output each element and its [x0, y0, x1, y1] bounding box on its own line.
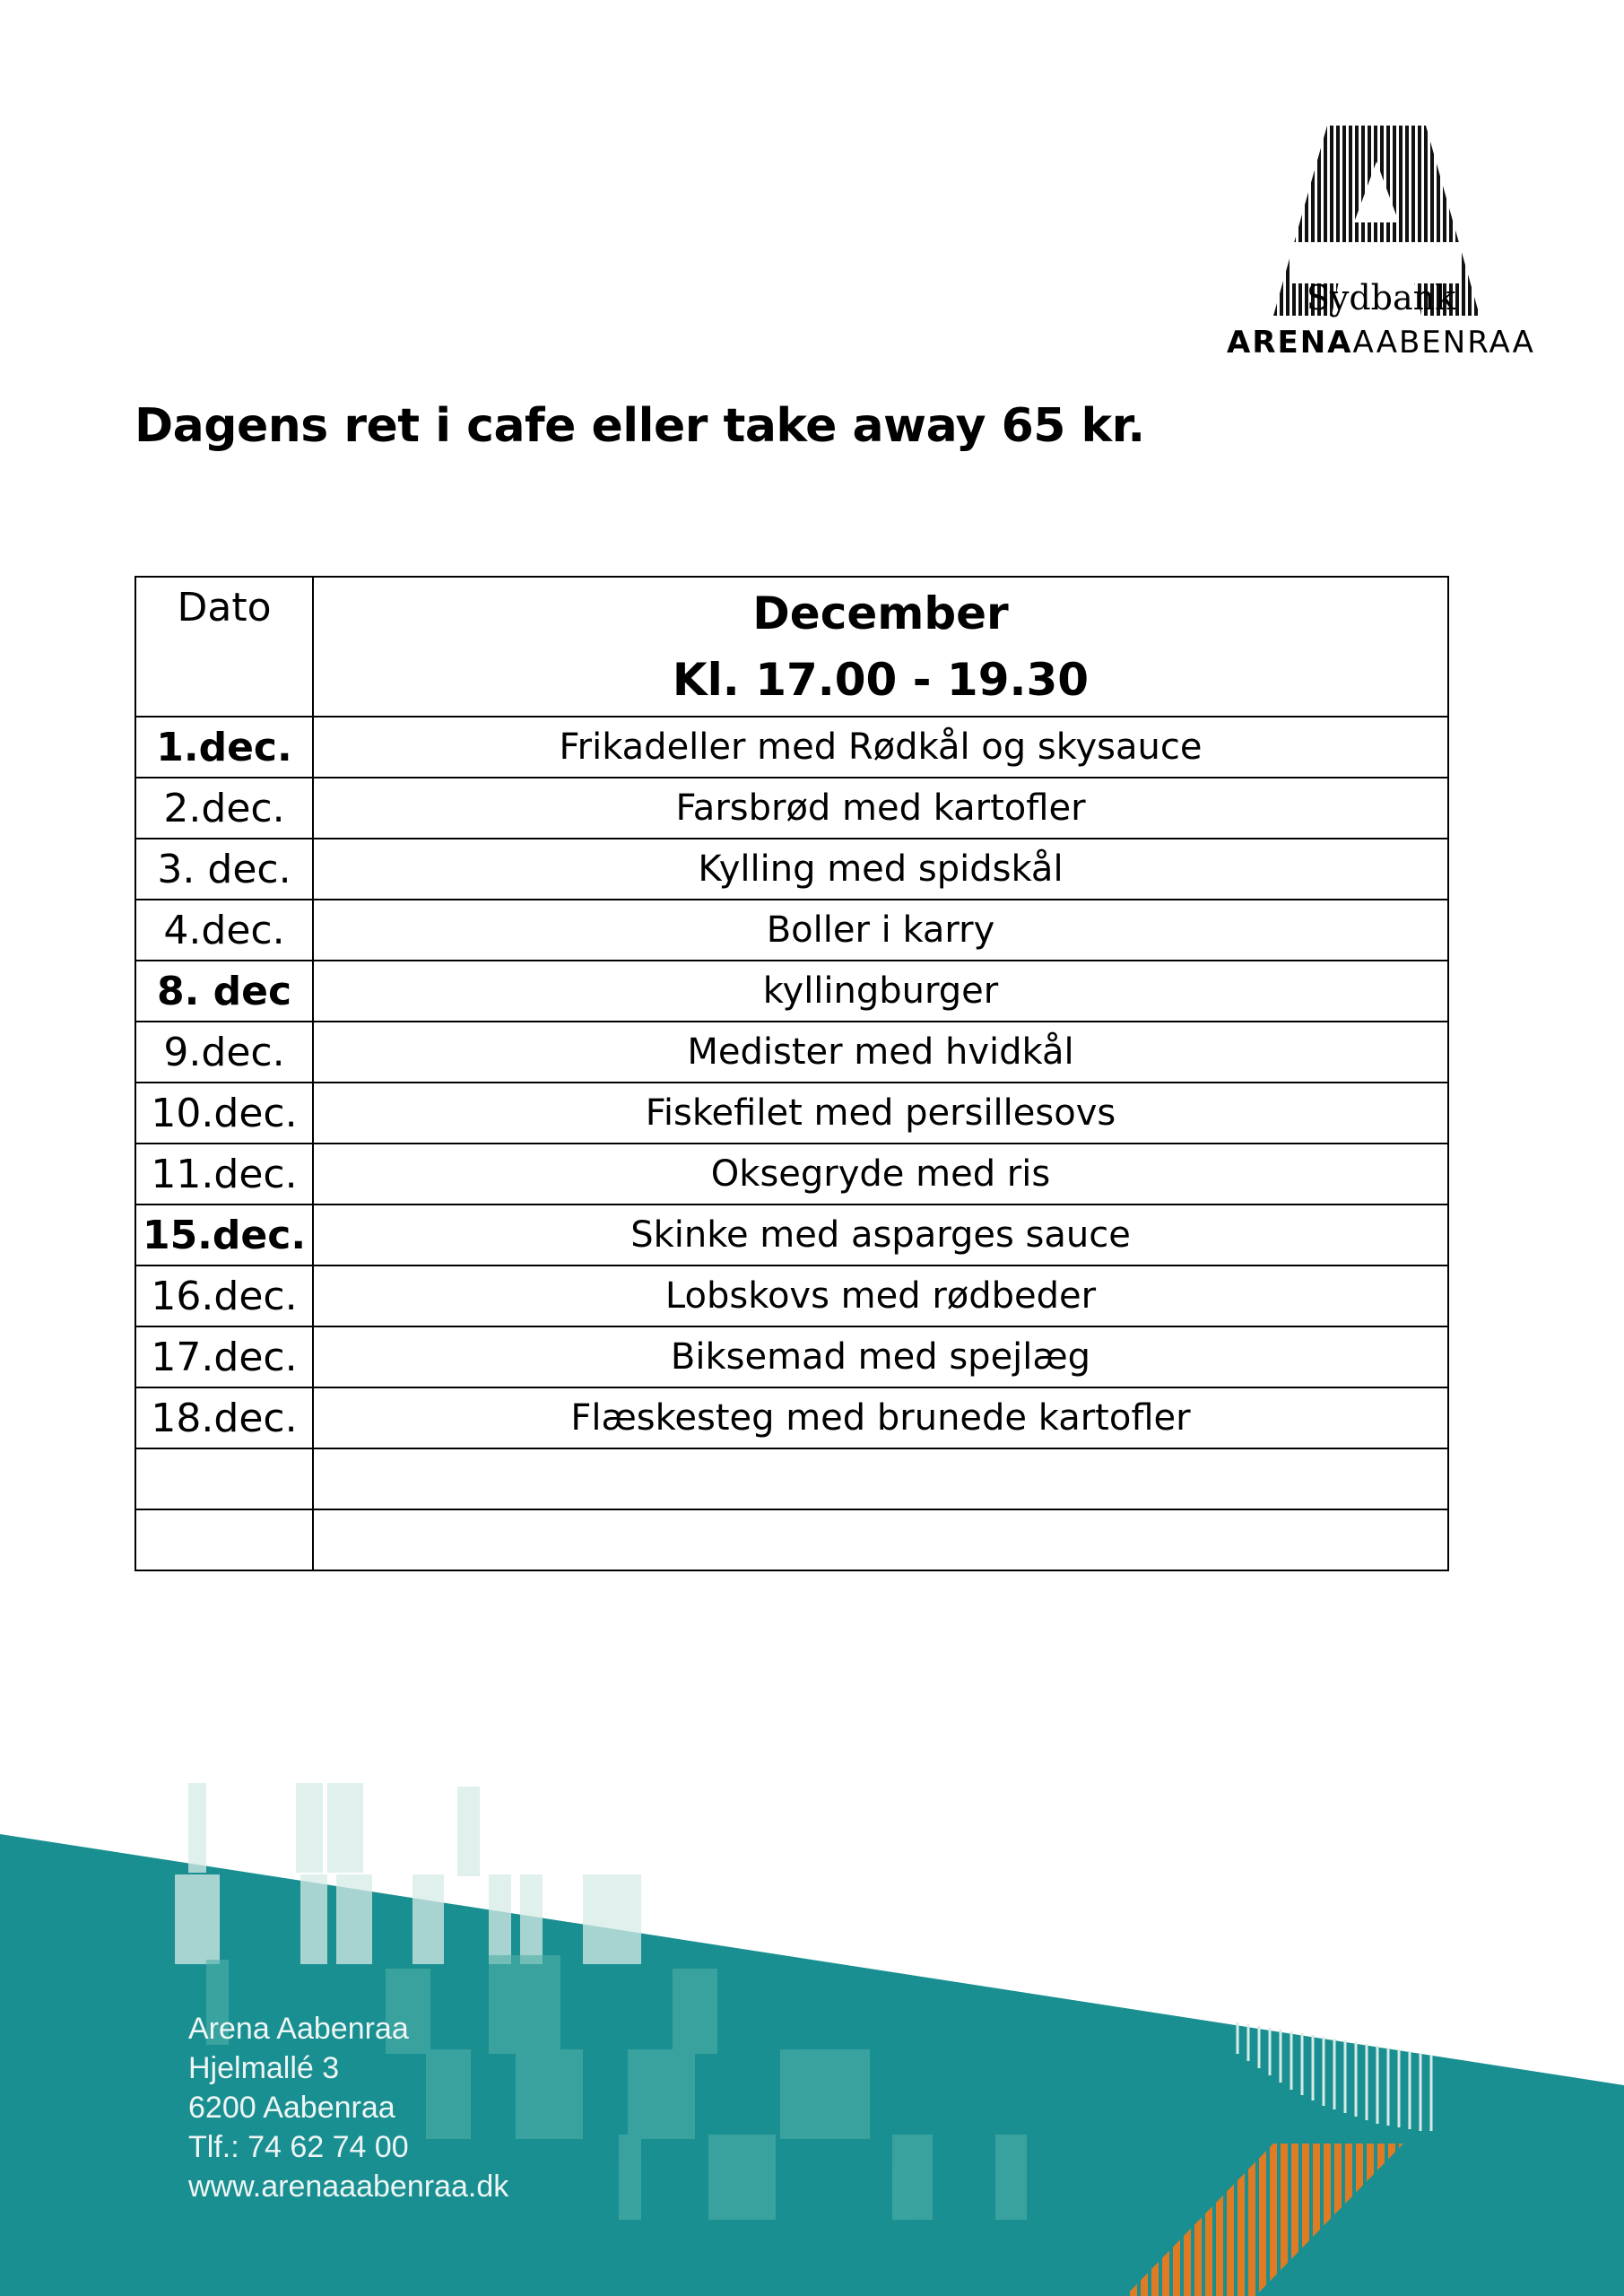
- row-dish: Fiskefilet med persillesovs: [313, 1083, 1448, 1144]
- table-row: [135, 900, 1448, 961]
- month-header: [313, 577, 1448, 717]
- table-row: [135, 1083, 1448, 1144]
- logo-arena-name: ARENAAABENRAA: [1227, 325, 1535, 361]
- table-row: [135, 839, 1448, 900]
- street-address: Hjelmallé 3: [188, 2051, 340, 2085]
- table-row: [135, 717, 1448, 778]
- row-date: [135, 1448, 313, 1509]
- table-row: [135, 778, 1448, 839]
- logo-bank-name: Sydbank: [1306, 278, 1456, 317]
- postal-city: 6200 Aabenraa: [188, 2091, 395, 2125]
- row-date: 9.dec.: [135, 1022, 313, 1083]
- row-dish: Farsbrød med kartofler: [313, 778, 1448, 839]
- row-date: 2.dec.: [135, 778, 313, 839]
- sydbank-arena-logo: [1220, 126, 1542, 363]
- month-title: December: [752, 587, 1009, 639]
- row-dish: Flæskesteg med brunede kartofler: [313, 1387, 1448, 1448]
- row-dish: kyllingburger: [313, 961, 1448, 1022]
- row-date: 10.dec.: [135, 1083, 313, 1144]
- table-row: [135, 1387, 1448, 1448]
- row-dish: Medister med hvidkål: [313, 1022, 1448, 1083]
- table-row: [135, 1265, 1448, 1326]
- table-row: [135, 1144, 1448, 1205]
- table-row: [135, 1448, 1448, 1509]
- venue-name: Arena Aabenraa: [188, 2012, 409, 2046]
- website-link[interactable]: www.arenaaabenraa.dk: [188, 2170, 509, 2204]
- row-dish: Boller i karry: [313, 900, 1448, 961]
- row-date: [135, 1509, 313, 1570]
- row-dish: [313, 1448, 1448, 1509]
- row-dish: Biksemad med spejlæg: [313, 1326, 1448, 1387]
- row-date: 11.dec.: [135, 1144, 313, 1205]
- row-dish: Frikadeller med Rødkål og skysauce: [313, 717, 1448, 778]
- table-header-row: [135, 577, 1448, 717]
- row-dish: [313, 1509, 1448, 1570]
- opening-hours: Kl. 17.00 - 19.30: [672, 654, 1090, 706]
- footer-address: [188, 2009, 508, 2206]
- table-row: [135, 961, 1448, 1022]
- row-date: 16.dec.: [135, 1265, 313, 1326]
- page-title: Dagens ret i cafe eller take away 65 kr.: [135, 399, 1145, 453]
- table-row: [135, 1205, 1448, 1265]
- table-row: [135, 1326, 1448, 1387]
- row-dish: Skinke med asparges sauce: [313, 1205, 1448, 1265]
- row-date: 1.dec.: [135, 717, 313, 778]
- row-date: 15.dec.: [135, 1205, 313, 1265]
- row-date: 17.dec.: [135, 1326, 313, 1387]
- row-dish: Lobskovs med rødbeder: [313, 1265, 1448, 1326]
- row-date: 3. dec.: [135, 839, 313, 900]
- table-row: [135, 1509, 1448, 1570]
- phone-number: Tlf.: 74 62 74 00: [188, 2130, 409, 2164]
- row-dish: Oksegryde med ris: [313, 1144, 1448, 1205]
- row-date: 8. dec: [135, 961, 313, 1022]
- menu-table: [135, 576, 1449, 1571]
- table-row: [135, 1022, 1448, 1083]
- row-date: 18.dec.: [135, 1387, 313, 1448]
- date-column-header: Dato: [135, 577, 313, 717]
- row-date: 4.dec.: [135, 900, 313, 961]
- row-dish: Kylling med spidskål: [313, 839, 1448, 900]
